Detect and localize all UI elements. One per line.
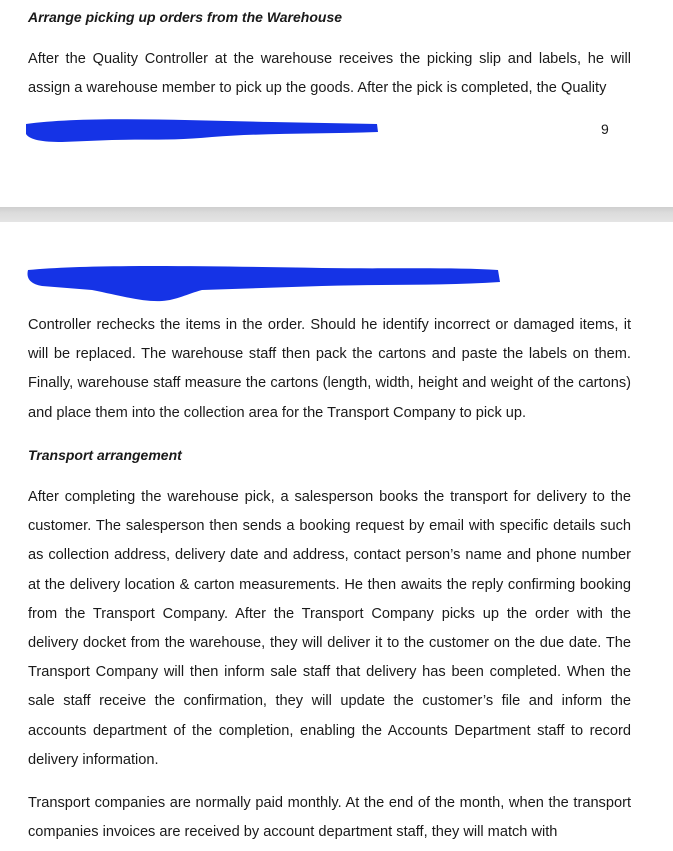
footer-redaction-mark [22, 110, 382, 144]
page-number: 9 [601, 121, 609, 137]
section-heading-warehouse-pickup: Arrange picking up orders from the Warehouse [28, 9, 343, 25]
document-page-2 [0, 222, 673, 851]
paragraph-transport-booking: After completing the warehouse pick, a salesperson books the transport for delivery to the customer. The salesperson then sends a booking request by email with specific details such as collection address, delivery date and address, contact person’s name and phone number at the delivery location & carton measurements. He then awaits the reply confirming booking from the Transport Company. After the Transport Company picks up the order with the delivery docket from the warehouse, they will deliver it to the customer on the due date. The Transport Company will then inform sale staff that delivery has been completed. When the sale staff receive the confirmation, they will update the customer’s file and inform the accounts department of the completion, enabling the Accounts Department staff to record delivery information. [28, 489, 631, 768]
page-separator [0, 207, 673, 222]
paragraph-quality-check: Controller rechecks the items in the order. Should he identify incorrect or damaged items, it will be replaced. The warehouse staff then pack the cartons and paste the labels on them. Finally, warehouse staff measure the cartons (length, width, height and weight of the cartons) and place them into the collection area for the Transport Company to pick up. [28, 317, 631, 421]
paragraph-transport-payment: Transport companies are normally paid monthly. At the end of the month, when the transport companies invoices are received by account department staff, they will match with [28, 795, 631, 841]
section-heading-transport: Transport arrangement [28, 447, 182, 463]
paragraph-warehouse-pickup: After the Quality Controller at the warehouse receives the picking slip and labels, he will assign a warehouse member to pick up the goods. After the pick is completed, the Quality [28, 51, 631, 97]
document-page-1 [0, 0, 673, 207]
header-redaction-mark [22, 260, 506, 304]
